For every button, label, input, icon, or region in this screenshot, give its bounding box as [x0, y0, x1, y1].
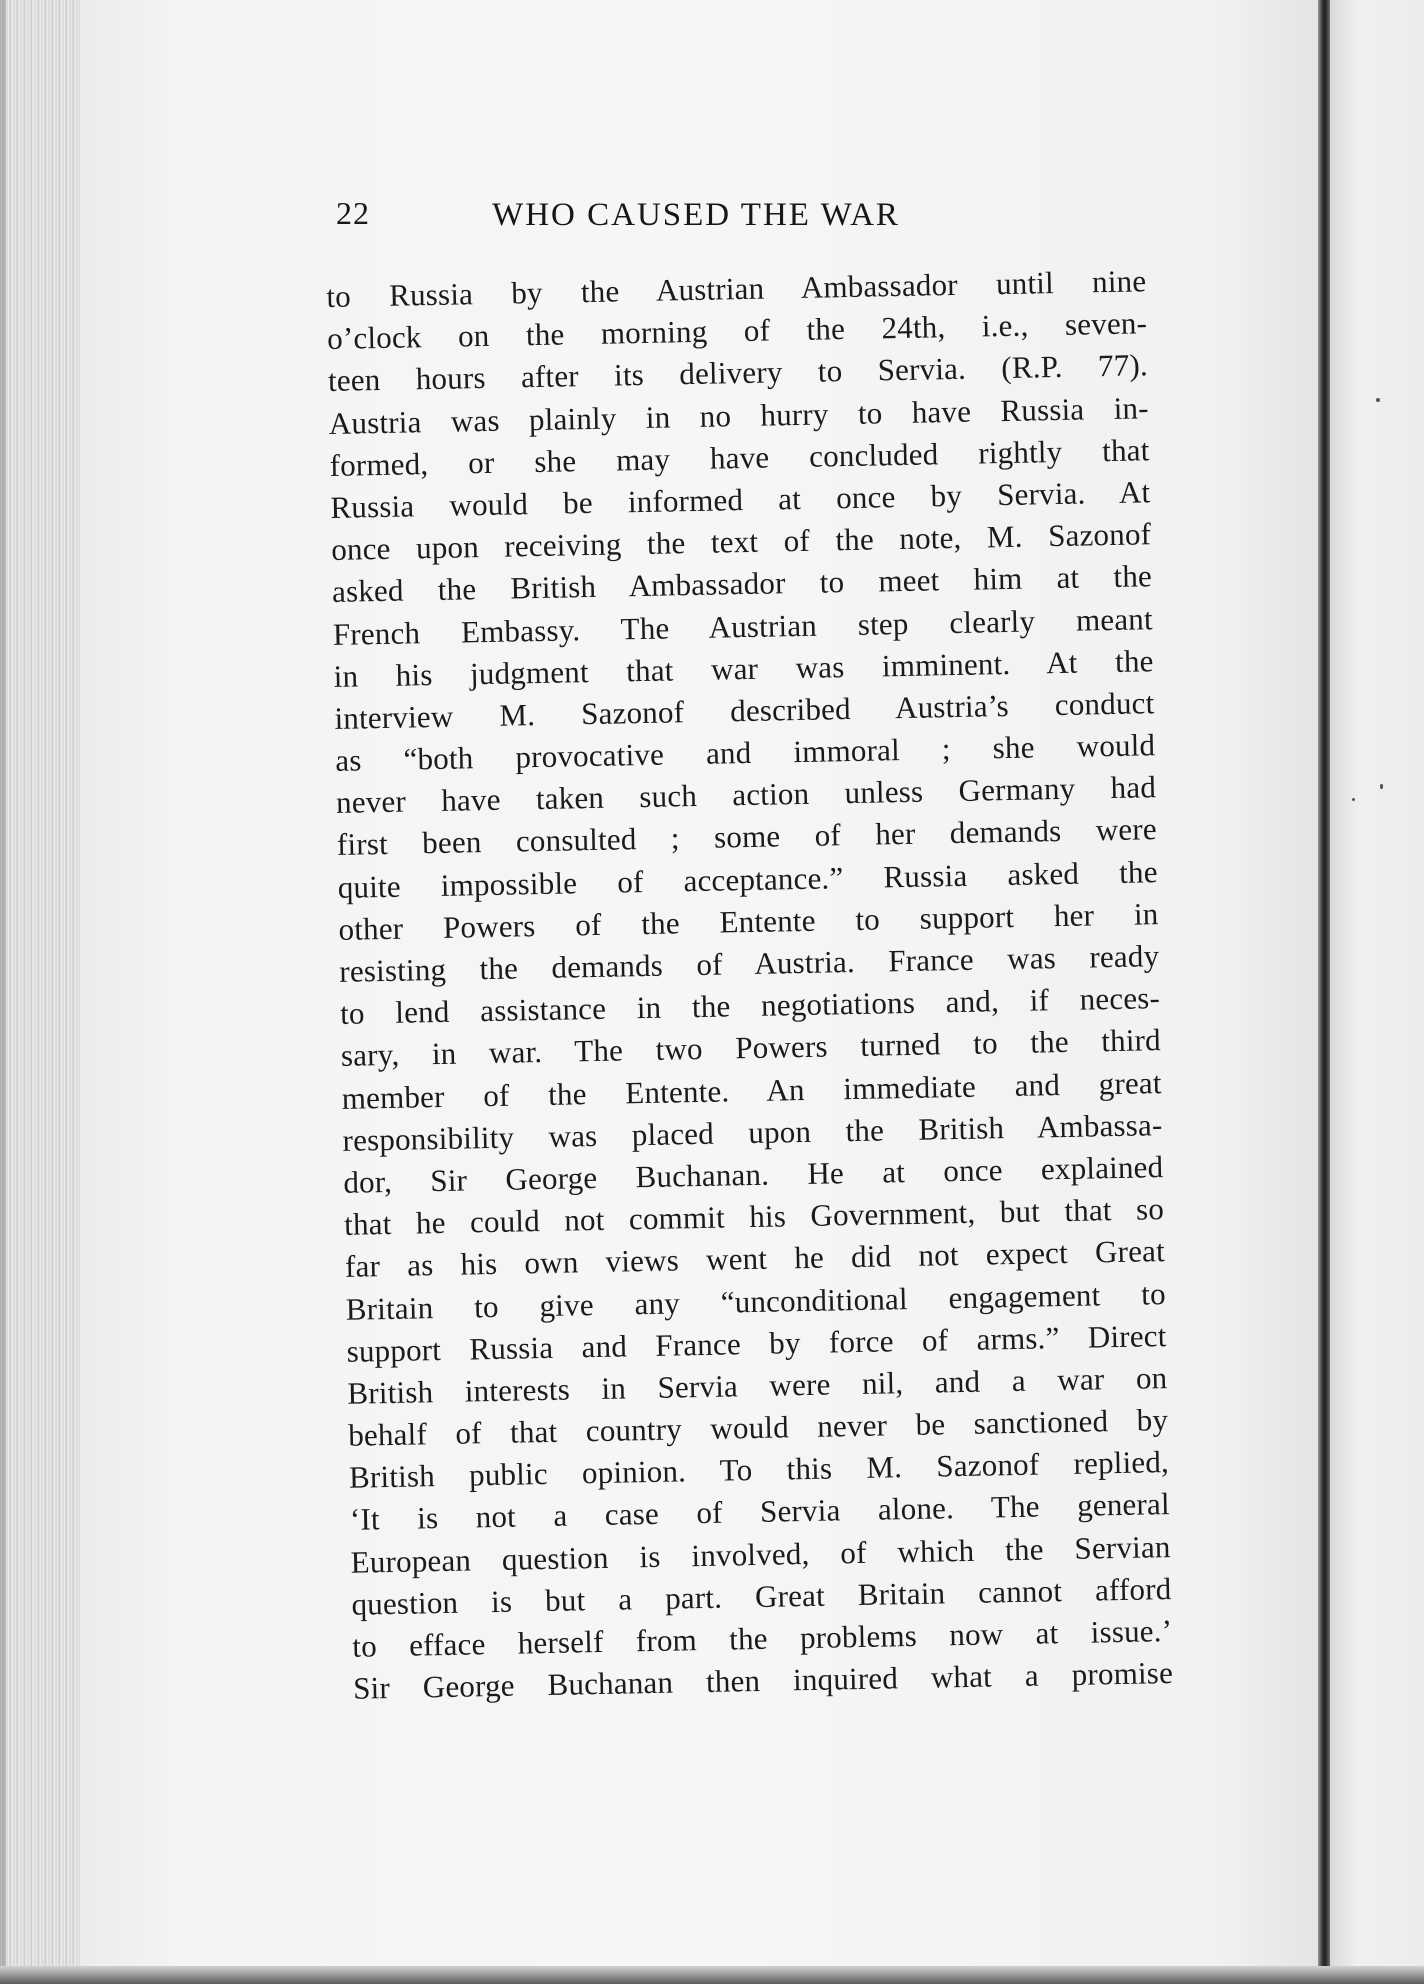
text-line: dor, Sir George Buchanan. He at once explained: [343, 1149, 1164, 1200]
running-head: [336, 195, 996, 245]
text-line: French Embassy. The Austrian step clearly meant: [332, 600, 1154, 652]
facing-page-edge: [1330, 0, 1424, 1984]
text-line: Austria was plainly in no hurry to have Russia in-: [328, 389, 1150, 441]
text-line: behalf of that country would never be sanctioned by: [347, 1402, 1169, 1453]
text-line: formed, or she may have concluded rightly that: [329, 431, 1150, 483]
text-line: Russia would be informed at once by Servia. At: [330, 474, 1151, 525]
body-text: [326, 260, 1173, 1710]
text-line: to Russia by the Austrian Ambassador until nine: [326, 263, 1147, 314]
running-title: WHO CAUSED THE WAR: [492, 197, 900, 233]
dust-speck: [1376, 398, 1380, 402]
text-line: to efface herself from the problems now at issue.’: [351, 1613, 1173, 1664]
text-line: British interests in Servia were nil, and a war on: [347, 1359, 1168, 1411]
text-line: once upon receiving the text of the note, M. Sazonof: [330, 516, 1152, 568]
text-line: responsibility was placed upon the British Ambassa-: [342, 1106, 1163, 1158]
text-line: interview M. Sazonof described Austria’s conduct: [334, 685, 1155, 736]
text-line: o’clock on the morning of the 24th, i.e., seven-: [326, 305, 1148, 357]
text-line: as “both provocative and immoral ; she would: [334, 727, 1156, 778]
text-line: European question is involved, of which the Servian: [350, 1528, 1171, 1580]
binding-gutter: [1318, 0, 1330, 1984]
text-line: member of the Entente. An immediate and great: [341, 1064, 1162, 1116]
text-line: British public opinion. To this M. Sazonof replied,: [348, 1444, 1170, 1496]
bottom-page-edge: [0, 1966, 1424, 1984]
text-line: teen hours after its delivery to Servia. (R.P. 77).: [327, 347, 1149, 399]
text-line: far as his own views went he did not expect Great: [344, 1233, 1166, 1285]
text-line: resisting the demands of Austria. France was ready: [339, 938, 1160, 989]
text-line: that he could not commit his Government, but that so: [343, 1191, 1165, 1242]
text-line: Sir George Buchanan then inquired what a promise: [352, 1655, 1174, 1706]
text-line: sary, in war. The two Powers turned to the third: [340, 1022, 1162, 1074]
text-line: Britain to give any “unconditional engagement to: [345, 1275, 1167, 1327]
text-line: in his judgment that war was imminent. At the: [333, 642, 1154, 694]
text-line: quite impossible of acceptance.” Russia asked the: [337, 853, 1158, 905]
text-line: support Russia and France by force of arms.” Direct: [346, 1317, 1167, 1369]
text-line: first been consulted ; some of her demands were: [336, 811, 1158, 863]
dust-speck: [1352, 798, 1355, 801]
text-line: other Powers of the Entente to support her in: [338, 895, 1159, 947]
dust-speck: [1380, 784, 1383, 789]
page-stack-edges: [0, 0, 90, 1984]
text-line: never have taken such action unless Germany had: [335, 769, 1157, 821]
text-line: question is but a part. Great Britain cannot afford: [351, 1570, 1172, 1622]
page-number: 22: [336, 195, 370, 231]
text-line: to lend assistance in the negotiations and, if neces-: [339, 980, 1161, 1032]
text-line: asked the British Ambassador to meet him at the: [331, 558, 1153, 610]
text-line: ‘It is not a case of Servia alone. The general: [349, 1486, 1171, 1538]
